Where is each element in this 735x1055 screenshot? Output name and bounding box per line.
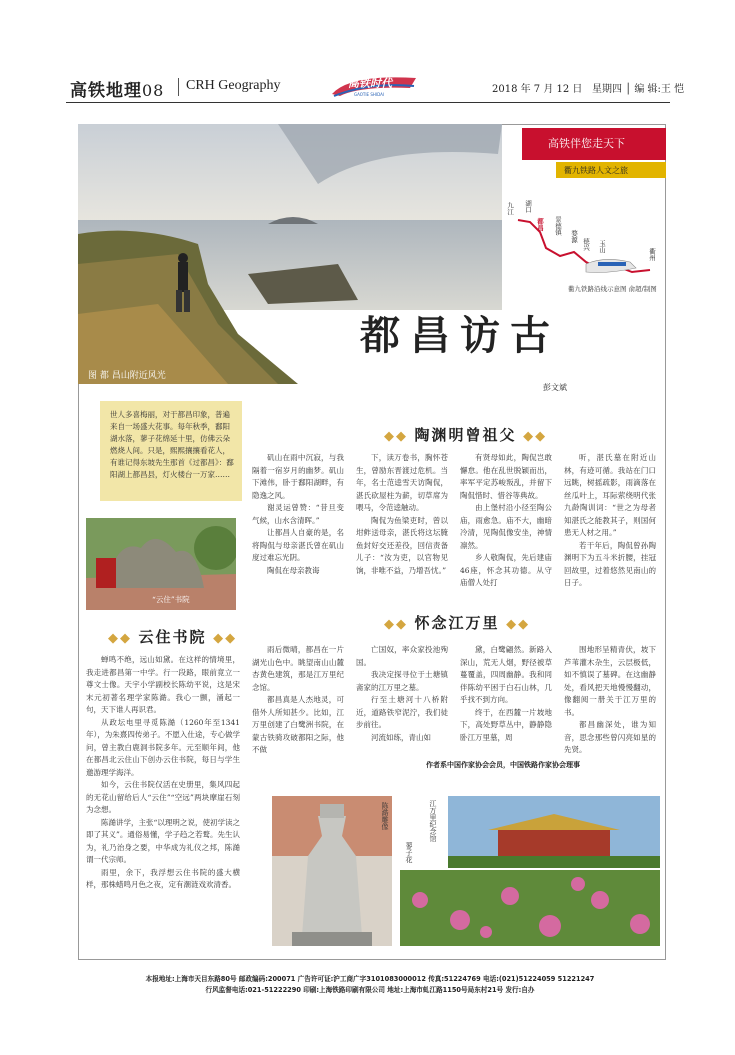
jiang-column-1: 雨后微晴，都昌在一片湖光山色中。眺望南山山麓杏黄色建筑，那是江万里纪念馆。 都昌真是人杰地灵，可借外人所知甚少。比如，江万里创建了白鹭洲书院，在蒙古铁骑攻破都阳之际，他不做	[252, 645, 344, 754]
map-station-dexing: 德兴	[582, 238, 590, 251]
svg-text:GAOTIE SHIDAI: GAOTIE SHIDAI	[354, 92, 384, 97]
map-station-wuyuan: 婺源	[570, 230, 578, 243]
article-column-2: 下，读万卷书，胸怀苍生，曾励东晋渡过危机。当年，名士范逵雪天访陶侃，湛氏砍屋柱为薪，切草席为喂马，令范逵触动。 陶侃为鱼梁吏时，曾以坩鲊送母亲，湛氏将这坛腌鱼封好交还差役，回信责备儿子：“汝为吏，以官物见饷，非唯不益，乃增吾忧。”	[356, 453, 448, 575]
page-number: 08	[142, 81, 165, 100]
article-title: 都昌访古	[360, 312, 560, 359]
flower-caption: 蓼子花	[405, 842, 413, 863]
section-heading-jiang: ◆◆ 怀念江万里 ◆◆	[384, 614, 531, 632]
map-station-jiujiang: 九江	[506, 202, 514, 215]
footer-line-1: 本报地址:上海市天目东路80号 邮政编码:200071 广告许可证:沪工商广字3101083000012 传真:51224769 电话:(021)51224059 51221247	[145, 975, 595, 983]
footer-line-2: 行风监督电话:021-51222290 印刷:上海铁路印刷有限公司 地址:上海市虬江路1150号局东村21号 发行:自办	[205, 986, 535, 994]
author-bio: 作者系中国作家协会会员，中国铁路作家协会理事	[426, 760, 580, 769]
page-section-title: 高铁地理08	[70, 81, 165, 101]
small-photo-caption: “云住”书院	[152, 595, 190, 604]
jiang-column-4: 围地形呈精青伏，坡下芦苇灌木杂生，云层极低，如不慎误了墓碑。在这幽静处，看风把天地慢慢翻动，像翻阅一册关于江万里的书。 都昌幽深处，谁为知音，思念那些曾闪亮如星的先贤。	[564, 645, 656, 754]
statue-caption: 陈澔雕像	[381, 802, 389, 830]
series-banner: 高铁伴您走天下	[522, 128, 666, 160]
map-station-quzhou: 衢州	[648, 248, 656, 261]
article-column-1: 矶山在雨中沉寂，与我隔着一宿岁月的幽梦。矶山下滩伟，卧于鄱阳湖畔，有隐逸之风。 谢灵运曾赞：“昔旦变气候，山水含清晖。” 让都昌人自豪的是，名将陶侃与母亲湛氏曾在矶山度过难忘光阴。 陶侃在母亲教诲	[252, 453, 344, 575]
jiang-column-3: 黛，白鹭翩然。新路入深山，荒无人烟，野径被草蔓覆盖，四周幽静。我和同伴陈幼平困于白石山林，几乎找不到方向。 终于，在西麓一片坡地下，高处野草丛中，静静隐卧江万里墓，周	[460, 645, 552, 742]
map-caption: 衢九铁路沿线示意图 俞超/制图	[568, 285, 657, 293]
section-heading-tao: ◆◆ 陶渊明曾祖父 ◆◆	[384, 426, 548, 444]
map-station-hukou: 湖口	[524, 200, 532, 213]
jiang-wanli-memorial-photo	[448, 796, 660, 868]
intro-box: 世人多喜梅丽，对于都昌印象，普遍来自一场盛大花事。每年秋季，鄱阳湖水落，蓼子花绵延十里，仿佛云朵燃烧人间。只是，熙熙攘攘看花人，有谁记得东坡先生那首《过都昌》：鄱阳湖上都昌县，灯火楼台一万家……	[100, 401, 242, 501]
article-column-3: 有贤母如此，陶侃岂敢懈怠。他在乱世脱颖而出，率军平定苏峻叛乱，并留下陶侃惜时、惜谷等典故。 由上堡村沿小径至陶公庙，雨愈急。庙不大，幽暗冷清，见陶侃像安坐，神情凛然。 乡人敬陶侃，先后建庙46座，怀念其功德。从守庙僧人处打	[460, 453, 552, 587]
jiang-column-2: 亡国奴，率众家投池殉国。 我决定探寻位于土塘镇斋家的江万里之墓。 行至土塘河十八桥附近，道路铁窄泥泞，我们徒步前往。 河流如练，青山如	[356, 645, 448, 742]
yunzhu-column: 蝉鸣不绝，远山如黛。在这样的情境里，我走进都昌第一中学。行一段路，眼前竟立一尊文士像。天宇小学副校长陈幼平说，这是宋末元初著名理学家陈澔。我心一颤，涌起一句，天下谁人再识君。 从政坛电里寻觅陈澔（1260年至1341年），为朱熹四传弟子。不愿入仕途，专心做学问，曾主教白鹿洞书院多年。元至顺年间，他在都昌北云住山下创办云住书院，每日与学生邀游理学海洋。 如今，云住书院仅活在史册里，集风四起的无花山留给后人“云住”“空远”两块摩崖石刻为念想。 陈澔讲学，主张“以理明之说，使初学读之即了其义”。通俗易懂，学子趋之若鹜。先生认为，礼乃治身之要，中华成为礼仪之邦，陈澔谓一代宗师。 雨里，余下，我浮想云住书院的盛大横样，那株蜡鸣月色之夜，定有潮涟戏欢清香。	[86, 655, 240, 889]
railway-route-map	[504, 192, 666, 292]
map-station-jingdezhen: 景德镇	[554, 216, 562, 236]
article-author: 彭文斌	[543, 383, 567, 392]
gaotie-shidai-logo	[330, 72, 418, 98]
chen-hao-statue-photo	[272, 796, 392, 946]
series-subtitle: 衢九铁路人文之旅	[556, 162, 666, 178]
map-station-duchang: 都昌	[536, 218, 544, 231]
polygonum-flower-photo	[400, 870, 660, 946]
issue-meta: 2018 年 7 月 12 日 星期四 │ 编 辑:王 恺	[492, 84, 685, 95]
section-heading-yunzhu: ◆◆ 云住书院 ◆◆	[108, 628, 238, 646]
header-rule	[66, 102, 670, 103]
svg-text:高铁时代: 高铁时代	[348, 77, 392, 90]
article-column-4: 听，湛氏墓在附近山林，有迹可循。我站在门口远眺，树摇疏影，雨滴落在丝瓜叶上，耳际萦绕明代张九龄陶训词：“世之为母者知湛氏之能教其子，则国何患无人材之用。” 若干年后，陶侃曾孙陶渊明下为五斗米折腰，挂冠回故里，过着悠然见南山的日子。	[564, 453, 656, 587]
memorial-caption: 江万里纪念馆	[429, 800, 437, 842]
hero-caption-text: 图 都 昌山附近风光	[88, 371, 166, 381]
newspaper-footer	[60, 974, 680, 996]
section-english-title: CRH Geography	[186, 78, 281, 93]
header-divider	[178, 78, 179, 96]
map-station-yushan: 玉山	[598, 240, 606, 253]
